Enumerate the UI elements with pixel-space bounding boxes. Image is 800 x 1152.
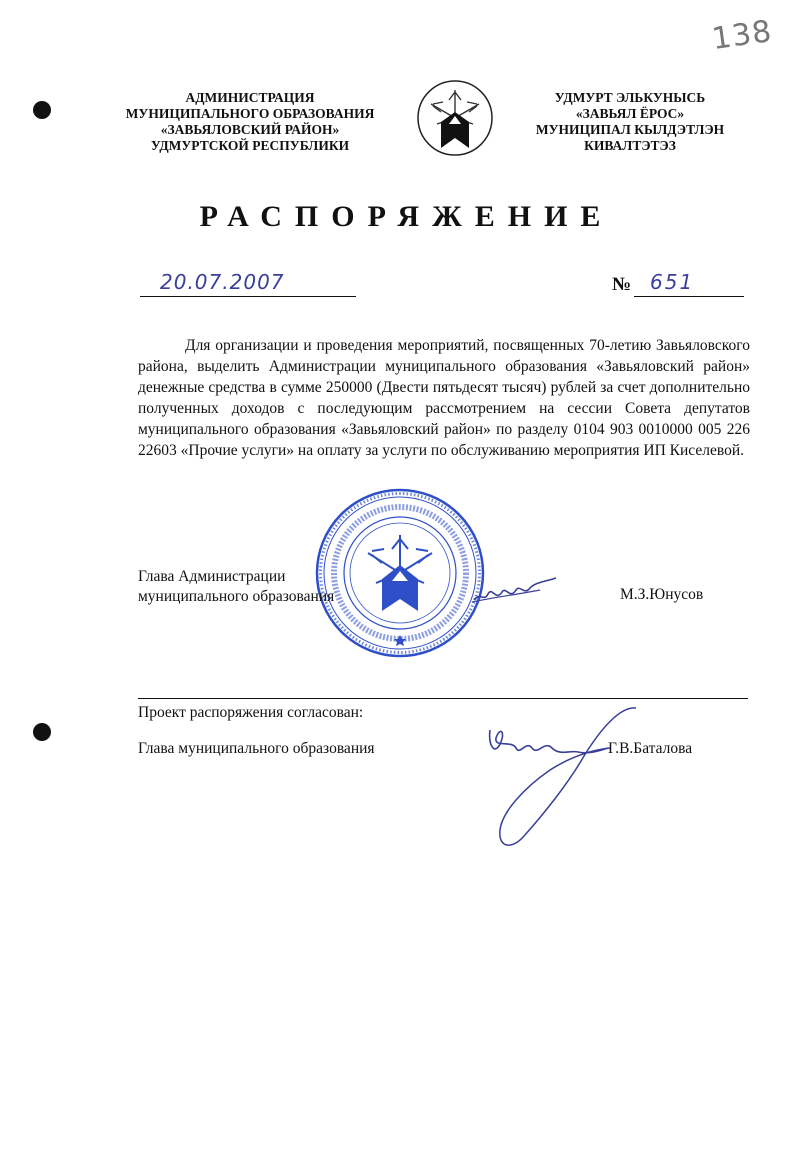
signatory-name: М.З.Юнусов — [620, 586, 704, 603]
section-divider — [138, 698, 748, 699]
number-field — [634, 272, 744, 297]
header-russian — [110, 90, 390, 154]
header-left-line: АДМИНИСТРАЦИЯ — [185, 90, 315, 105]
official-seal-stamp — [314, 487, 486, 659]
header-right-line: УДМУРТ ЭЛЬКУНЫСЬ — [554, 90, 706, 105]
header-left-line: «ЗАВЬЯЛОВСКИЙ РАЙОН» — [160, 122, 340, 137]
approver-name: Г.В.Баталова — [608, 740, 693, 757]
signatory-role-line: муниципального образования — [138, 588, 335, 605]
head-signature — [470, 572, 560, 608]
header-left-line: МУНИЦИПАЛЬНОГО ОБРАЗОВАНИЯ — [125, 106, 375, 121]
number-sign: № — [612, 274, 632, 295]
coat-of-arms-emblem — [415, 78, 495, 158]
handwritten-page-number: 138 — [709, 13, 775, 58]
signatory-role — [138, 567, 334, 607]
punch-hole-bottom — [33, 723, 51, 741]
header-left-line: УДМУРТСКОЙ РЕСПУБЛИКИ — [150, 138, 350, 153]
punch-hole-top — [33, 101, 51, 119]
header-right-line: МУНИЦИПАЛ КЫЛДЭТЛЭН — [535, 122, 725, 137]
header-udmurt — [490, 90, 770, 154]
handwritten-date: 20.07.2007 — [160, 270, 285, 294]
handwritten-number: 651 — [650, 270, 695, 294]
order-body-text: Для организации и проведения мероприятий, посвященных 70-летию Завьяловского района, выделить Администрации муниципального образования «Завьяловский район» денежные средства в сумме 250000 (Двести пятьдесят тысяч) рублей за счет дополнительно полученных доходов с последующим рассмотрением на сессии Совета депутатов муниципального образования «Завьяловский район» по разделу 0104 903 0010000 005 226 22603 «Прочие услуги» на оплату за услуги по обслуживанию мероприятия ИП Киселевой. — [138, 337, 750, 459]
header-right-line: КИВАЛТЭТЭЗ — [584, 138, 676, 153]
date-field — [140, 272, 356, 297]
approver-signature — [460, 700, 660, 860]
approver-role: Глава муниципального образования — [138, 740, 375, 757]
signatory-role-line: Глава Администрации — [138, 568, 286, 585]
approval-heading: Проект распоряжения согласован: — [138, 704, 364, 721]
header-right-line: «ЗАВЬЯЛ ЁРОС» — [575, 106, 685, 121]
document-title: РАСПОРЯЖЕНИЕ — [199, 200, 614, 233]
